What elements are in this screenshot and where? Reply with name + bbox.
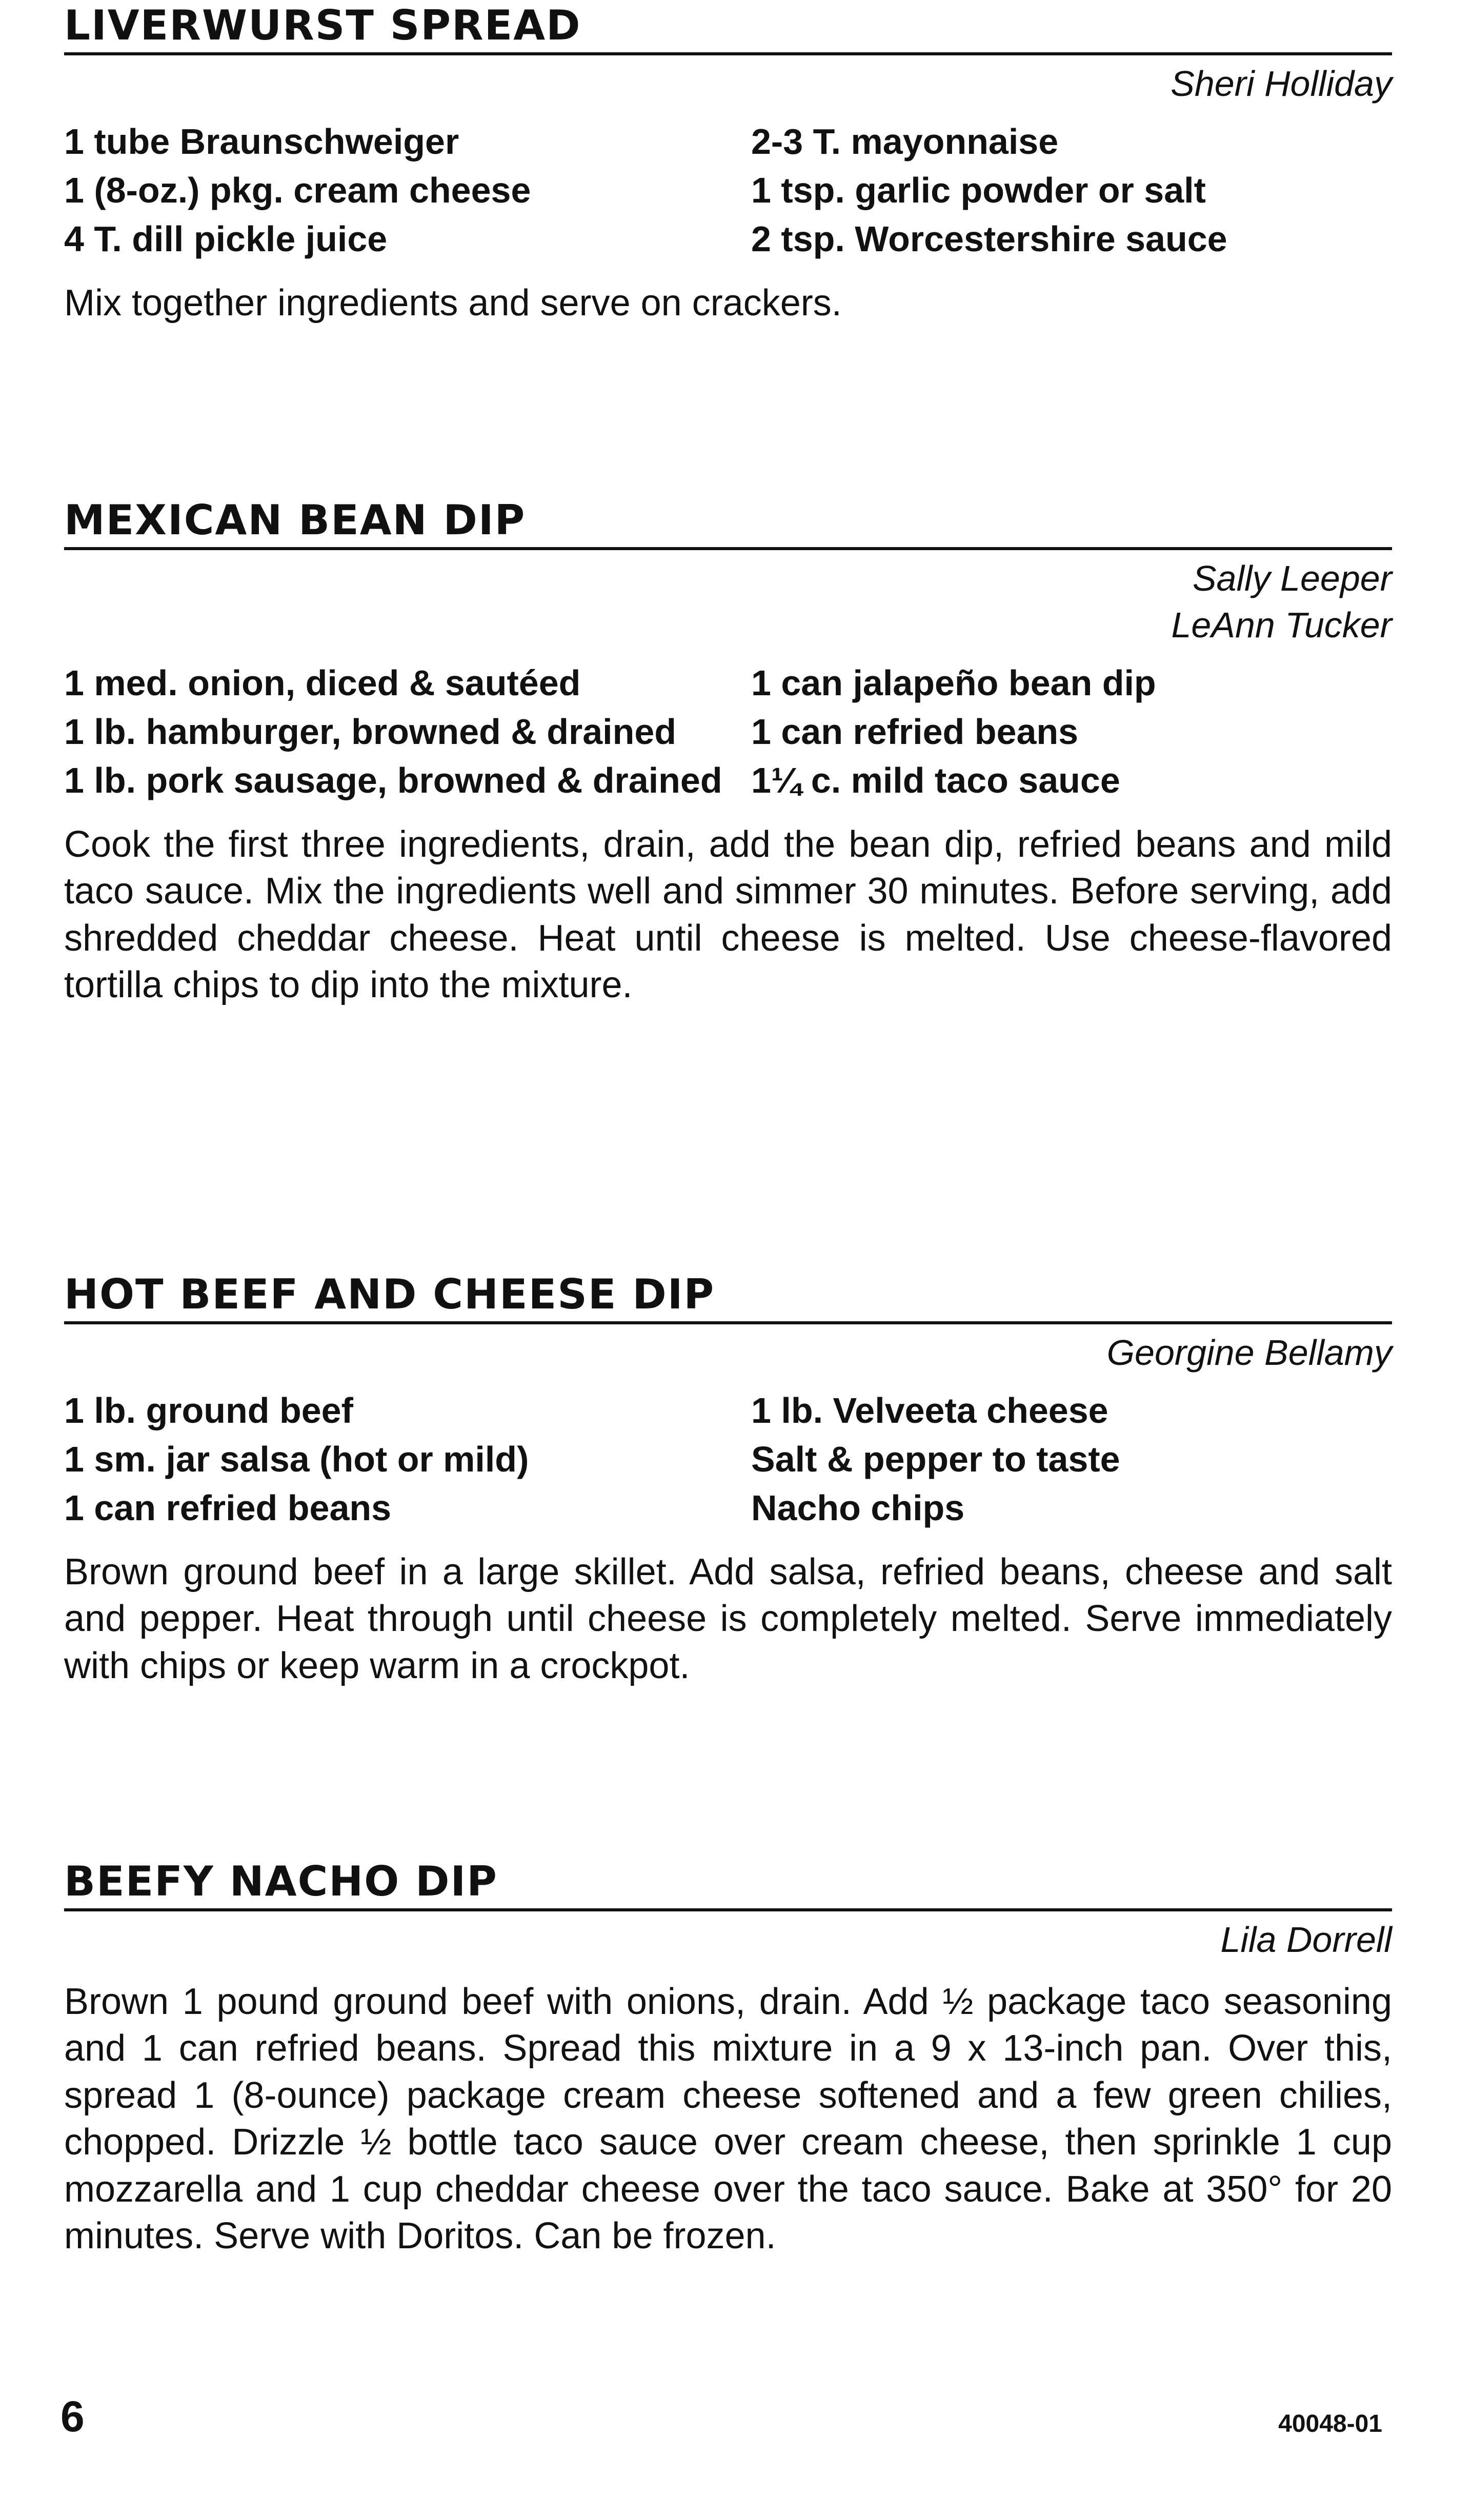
ingredients-right-column [751,118,1392,265]
ingredient: 4 T. dill pickle juice [64,219,388,259]
ingredients-right-column [751,1387,1392,1534]
recipe-title: LIVERWURST SPREAD [64,5,1392,55]
recipe-instructions: Mix together ingredients and serve on crackers. [64,283,842,324]
ingredient: 1 lb. hamburger, browned & drained [64,712,677,752]
ingredients [64,1387,1392,1534]
page-number: 6 [61,2392,85,2441]
ingredients [64,118,1392,265]
ingredient: 1 (8-oz.) pkg. cream cheese [64,170,531,210]
ingredient: 1 can refried beans [64,1488,392,1528]
author-name: Lila Dorrell [1220,1920,1392,1960]
recipe-title: BEEFY NACHO DIP [64,1861,1392,1911]
recipe-instructions: Brown 1 pound ground beef with onions, drain. Add ½ package taco seasoning and 1 can refried beans. Spread this mixture in a 9 x 13-inch pan. Over this, spread 1 (8-ounce) package cream cheese softened and a few green chilies, chopped. Drizzle ½ bottle taco sauce over cream cheese, then sprinkle 1 cup mozzarella and 1 cup cheddar cheese over the taco sauce. Bake at 350° for 20 minutes. Serve with Doritos. Can be frozen. [64,1981,1392,2257]
recipe-author [64,1329,1392,1376]
recipe-title: MEXICAN BEAN DIP [64,500,1392,550]
author-name: LeAnn Tucker [1171,605,1392,645]
recipe-hot-beef-and-cheese-dip [64,1271,1392,1689]
ingredient: 1 tsp. garlic powder or salt [751,170,1206,210]
author-name: Sheri Holliday [1171,64,1392,104]
ingredient: 2 tsp. Worcestershire sauce [751,219,1227,259]
ingredients-left-column [64,1387,751,1534]
ingredient: 1 can jalapeño bean dip [751,663,1156,703]
ingredient: 1¼ c. mild taco sauce [751,760,1120,800]
ingredients-left-column [64,118,751,265]
ingredients-left-column [64,660,751,806]
ingredient: 2-3 T. mayonnaise [751,122,1059,162]
recipe-title: HOT BEEF AND CHEESE DIP [64,1274,1392,1324]
recipe-author [64,61,1392,107]
ingredients [64,660,1392,806]
ingredients-right-column [751,660,1392,806]
recipe-author [64,555,1392,649]
ingredient: 1 lb. pork sausage, browned & drained [64,760,722,800]
author-name: Sally Leeper [1192,558,1392,598]
document-code: 40048-01 [1278,2410,1382,2437]
ingredient: 1 lb. ground beef [64,1390,353,1430]
recipe-author [64,1917,1392,1963]
recipe-mexican-bean-dip [64,496,1392,1009]
recipe-instructions: Cook the first three ingredients, drain, add the bean dip, refried beans and mild taco sauce. Mix the ingredients well and simmer 30 minutes. Before serving, add shredded cheddar cheese. Heat until cheese is melted. Use cheese-flavored tortilla chips to dip into the mixture. [64,824,1392,1006]
recipe-beefy-nacho-dip [64,1858,1392,2260]
ingredient: Nacho chips [751,1488,965,1528]
ingredient: 1 tube Braunschweiger [64,122,459,162]
author-name: Georgine Bellamy [1106,1333,1392,1373]
ingredient: 1 sm. jar salsa (hot or mild) [64,1439,529,1479]
ingredient: 1 can refried beans [751,712,1079,752]
recipe-instructions: Brown ground beef in a large skillet. Add salsa, refried beans, cheese and salt and pepper. Heat through until cheese is completely melted. Serve immediately with chips or keep warm in a crockpot. [64,1551,1392,1686]
ingredient: Salt & pepper to taste [751,1439,1120,1479]
ingredient: 1 lb. Velveeta cheese [751,1390,1108,1430]
recipe-liverwurst-spread [64,2,1392,327]
ingredient: 1 med. onion, diced & sautéed [64,663,581,703]
